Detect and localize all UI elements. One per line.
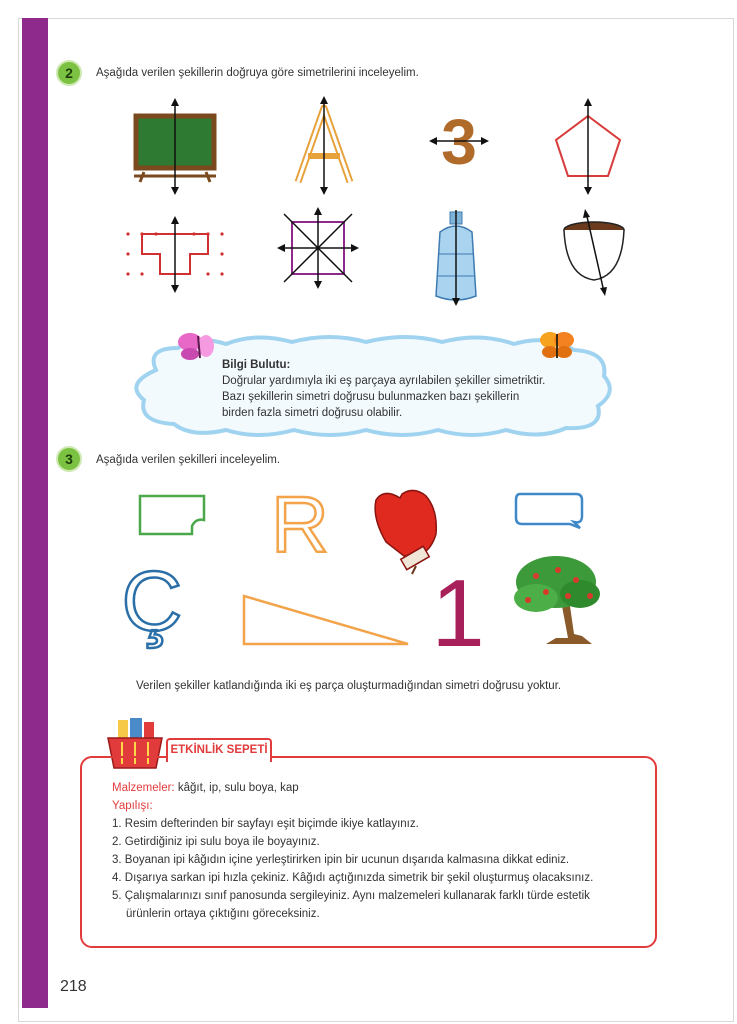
section-2-instruction: Aşağıda verilen şekillerin doğruya göre simetrilerini inceleyelim.	[96, 67, 419, 79]
activity-title: ETKİNLİK SEPETİ	[166, 738, 272, 762]
speech-bubble-shape	[512, 486, 588, 532]
page-number: 218	[60, 978, 87, 995]
info-cloud-line: Doğrular yardımıyla iki eş parçaya ayrılabilen şekiller simetriktir.	[222, 375, 546, 387]
section-3-badge: 3	[56, 446, 82, 472]
info-cloud-title: Bilgi Bulutu:	[222, 359, 291, 371]
tree-figure	[506, 546, 610, 650]
svg-text:1: 1	[431, 560, 485, 667]
materials-line	[112, 782, 299, 794]
info-cloud-line: birden fazla simetri doğrusu olabilir.	[222, 407, 403, 419]
info-cloud-line: Bazı şekillerin simetri doğrusu bulunmazken bazı şekillerin	[222, 391, 520, 403]
side-color-bar	[22, 18, 48, 1008]
steps-label: Yapılışı:	[112, 800, 153, 812]
materials-label: Malzemeler:	[112, 782, 175, 794]
pentagon-figure	[550, 96, 626, 196]
svg-text:R: R	[271, 480, 329, 569]
butterfly-icon	[176, 328, 218, 362]
section-3-instruction: Aşağıda verilen şekilleri inceleyelim.	[96, 454, 281, 466]
dotted-t-shape-figure	[120, 214, 230, 294]
activity-step: 3. Boyanan ipi kâğıdın içine yerleştirirken ipin bir ucunun dışarıda kalmasına dikkat ediniz.	[112, 854, 570, 866]
letter-a-figure	[288, 94, 360, 198]
activity-step: 5. Çalışmalarınızı sınıf panosunda sergileyiniz. Aynı malzemeleri kullanarak farklı türde estetik	[112, 890, 590, 902]
no-symmetry-statement: Verilen şekiller katlandığında iki eş parça oluşturmadığından simetri doğrusu yoktur.	[136, 680, 562, 692]
info-cloud-content	[222, 357, 545, 421]
activity-step: 1. Resim defterinden bir sayfayı eşit biçimde ikiye katlayınız.	[112, 818, 419, 830]
green-flag-shape	[136, 490, 210, 538]
letter-c-cedilla-figure	[121, 554, 183, 652]
svg-text:Ç: Ç	[121, 554, 183, 648]
materials-value: kâğıt, ip, sulu boya, kap	[177, 782, 299, 794]
chalkboard-figure	[130, 96, 222, 196]
activity-step: 2. Getirdiğiniz ipi sulu boya ile boyayınız.	[112, 836, 320, 848]
square-multi-axis-figure	[276, 206, 360, 290]
coffee-cup-figure	[556, 208, 632, 298]
digit-one-figure	[431, 560, 485, 667]
activity-step: 4. Dışarıya sarkan ipi hızla çekiniz. Kâğıdı açtığınızda simetrik bir şekil oluşturmuş olacaksınız.	[112, 872, 594, 884]
activity-step-continuation: ürünlerin ortaya çıktığını göreceksiniz.	[126, 908, 320, 920]
letter-r-figure	[271, 480, 329, 569]
water-jug-figure	[428, 206, 484, 308]
section-2-badge: 2	[56, 60, 82, 86]
right-triangle-shape	[238, 590, 414, 652]
digit-three-figure	[428, 106, 490, 176]
svg-text:3: 3	[441, 106, 477, 178]
